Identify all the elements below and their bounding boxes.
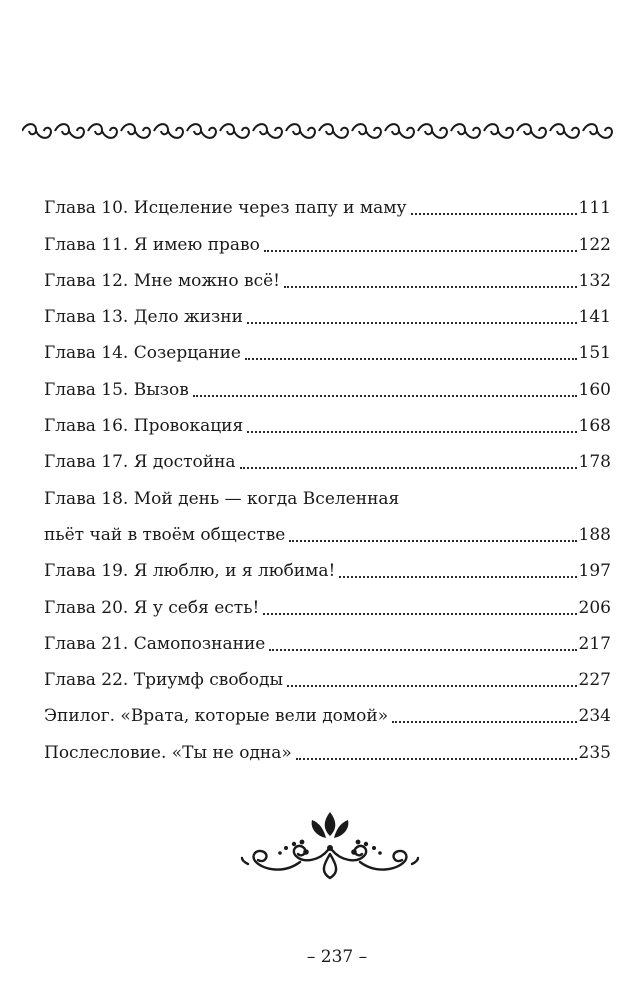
toc-leader-dots: [411, 213, 577, 215]
bottom-flourish-ornament-icon: [240, 808, 420, 888]
toc-entry-page: 111: [578, 198, 611, 219]
page-number: [0, 947, 644, 967]
table-of-contents: [44, 183, 611, 764]
toc-entry-page: 151: [578, 343, 611, 364]
toc-leader-dots: [264, 250, 577, 252]
toc-entry-title: Глава 19. Я люблю, и я любима!: [44, 561, 336, 582]
toc-entry: [44, 473, 611, 509]
toc-entry: [44, 401, 611, 437]
toc-entry-title: Послесловие. «Ты не одна»: [44, 742, 292, 763]
toc-entry-page: 168: [578, 416, 611, 437]
toc-entry-title: Глава 17. Я достойна: [44, 452, 236, 473]
toc-leader-dots: [240, 467, 577, 469]
toc-entry: [44, 292, 611, 328]
toc-leader-dots: [247, 322, 577, 324]
scroll-ornament-segment: [583, 124, 612, 138]
toc-leader-dots: [392, 721, 576, 723]
toc-entry: [44, 328, 611, 364]
scroll-ornament-segment: [451, 124, 480, 138]
toc-entry: [44, 256, 611, 292]
toc-entry-page: 132: [578, 270, 611, 291]
scroll-ornament-segment: [154, 124, 183, 138]
toc-entry-title: Глава 11. Я имею право: [44, 234, 260, 255]
scroll-ornament-segment: [22, 124, 51, 138]
toc-leader-dots: [263, 613, 576, 615]
toc-entry-title: Глава 21. Самопознание: [44, 633, 266, 654]
toc-entry-title: Глава 16. Провокация: [44, 416, 244, 437]
page-number-text: – 237 –: [306, 947, 368, 967]
toc-entry-title: Глава 18. Мой день — когда Вселенная: [44, 488, 400, 509]
scroll-ornament-segment: [418, 124, 447, 138]
scroll-ornament-segment: [220, 124, 249, 138]
scroll-ornament-segment: [319, 124, 348, 138]
toc-entry: [44, 437, 611, 473]
scroll-ornament-segment: [286, 124, 315, 138]
scroll-ornament-segment: [352, 124, 381, 138]
toc-entry-page: 227: [578, 670, 611, 691]
toc-entry: [44, 727, 611, 763]
toc-entry-page: 160: [578, 379, 611, 400]
toc-entry: [44, 183, 611, 219]
scroll-ornament-segment: [517, 124, 546, 138]
toc-leader-dots: [193, 395, 577, 397]
toc-entry-page: 141: [578, 307, 611, 328]
toc-leader-dots: [287, 685, 577, 687]
toc-entry: [44, 655, 611, 691]
scroll-ornament-segment: [88, 124, 117, 138]
toc-entry-title: Глава 13. Дело жизни: [44, 307, 243, 328]
toc-entry-page: 234: [578, 706, 611, 727]
scroll-ornament-segment: [187, 124, 216, 138]
toc-entry: [44, 510, 611, 546]
toc-entry-title: Глава 12. Мне можно всё!: [44, 270, 280, 291]
toc-entry-page: 217: [578, 633, 611, 654]
toc-entry: [44, 691, 611, 727]
scroll-ornament-segment: [253, 124, 282, 138]
toc-leader-dots: [296, 758, 577, 760]
toc-leader-dots: [284, 286, 577, 288]
toc-entry-title: Эпилог. «Врата, которые вели домой»: [44, 706, 389, 727]
toc-leader-dots: [245, 358, 577, 360]
toc-entry-page: 178: [578, 452, 611, 473]
toc-entry-title: Глава 20. Я у себя есть!: [44, 597, 260, 618]
scroll-ornament-segment: [550, 124, 579, 138]
toc-entry: [44, 546, 611, 582]
toc-entry: [44, 219, 611, 255]
toc-leader-dots: [269, 649, 576, 651]
scroll-ornament-segment: [484, 124, 513, 138]
toc-entry-title: Глава 22. Триумф свободы: [44, 670, 284, 691]
scroll-ornament-segment: [121, 124, 150, 138]
toc-entry-title: пьёт чай в твоём обществе: [44, 524, 286, 545]
scroll-ornament-segment: [385, 124, 414, 138]
toc-entry: [44, 364, 611, 400]
toc-entry-page: 206: [578, 597, 611, 618]
toc-leader-dots: [247, 431, 576, 433]
toc-entry: [44, 582, 611, 618]
toc-entry-page: 188: [578, 524, 611, 545]
toc-entry-page: 122: [578, 234, 611, 255]
toc-entry-page: 197: [578, 561, 611, 582]
toc-leader-dots: [289, 540, 576, 542]
top-scroll-ornament-icon: [22, 118, 622, 144]
toc-entry: [44, 619, 611, 655]
toc-entry-page: 235: [578, 742, 611, 763]
toc-entry-title: Глава 15. Вызов: [44, 379, 189, 400]
scroll-ornament-segment: [55, 124, 84, 138]
toc-entry-title: Глава 10. Исцеление через папу и маму: [44, 198, 407, 219]
toc-entry-title: Глава 14. Созерцание: [44, 343, 241, 364]
toc-leader-dots: [339, 576, 576, 578]
